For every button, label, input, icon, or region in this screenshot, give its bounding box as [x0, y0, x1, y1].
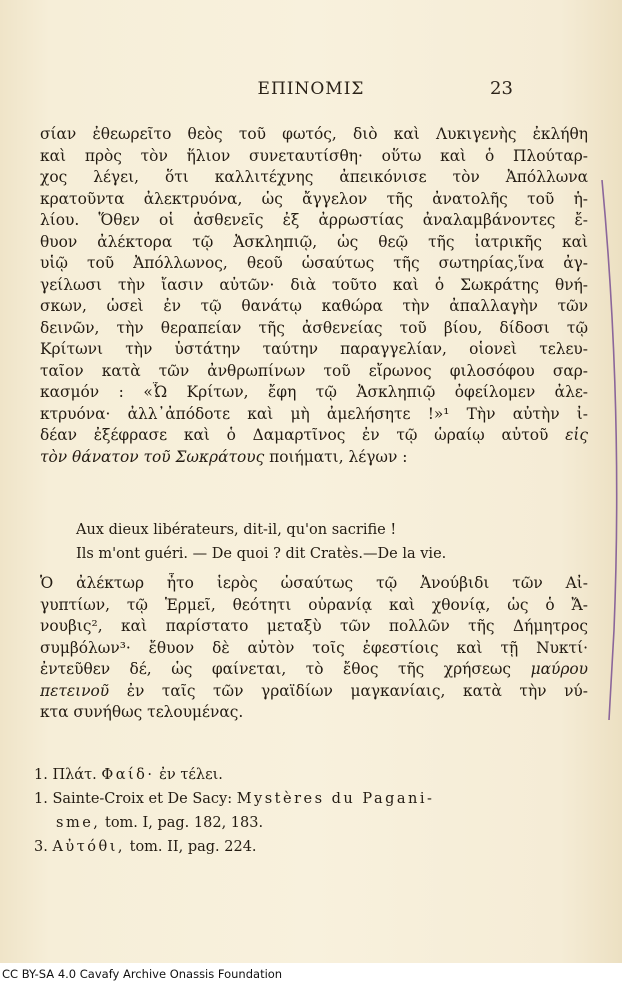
text-line — [40, 447, 588, 469]
text-line — [40, 659, 588, 681]
text-segment: ποιήματι, λέγων : — [264, 447, 408, 466]
footnote-marker: 1. Πλάτ. — [34, 767, 97, 783]
text-line: κτρυόνα· ἀλλ᾽ἀπόδοτε καὶ μὴ ἀμελήσητε !»¹ Τὴν αὐτὴν ἰ- — [40, 404, 588, 423]
text-line: σκων, ὡσεὶ ἐν τῷ θανάτῳ καθώρα τὴν ἀπαλλαγὴν τῶν — [40, 297, 588, 315]
footnote-3 — [34, 835, 594, 859]
italic-segment: μαύρου — [530, 660, 588, 678]
text-segment: ἐντεῦθεν δέ, ὡς φαίνεται, τὸ ἔθος τῆς χρήσεως — [40, 660, 512, 678]
text-line — [40, 425, 588, 447]
text-line: συμβόλων³· ἔθυον δὲ αὐτὸν τοῖς ἐφεστίοις καὶ τῇ Νυκτί· — [40, 638, 588, 657]
spaced-text: Αὐτόθι, — [52, 839, 126, 855]
verse-line: Ils m'ont guéri. — De quoi ? dit Cratès.—De la vie. — [76, 546, 447, 562]
italic-title: τὸν θάνατον τοῦ Σωκράτους — [40, 447, 265, 466]
text-line: κασμόν : «Ὦ Κρίτων, ἔφη τῷ Ἀσκληπιῷ ὀφείλομεν ἀλε- — [40, 383, 588, 401]
text-line: κρατοῦντα ἀλεκτρυόνα, ὡς ἄγγελον τῆς ἀνατολῆς τοῦ ἡ- — [40, 189, 588, 208]
text-line: νουβις², καὶ παρίστατο μεταξὺ τῶν πολλῶν τῆς Δήμητρος — [40, 617, 588, 635]
french-verse-quote — [76, 518, 576, 566]
text-line: γείλωσι τὴν ἴασιν αὐτῶν· διὰ τοῦτο καὶ ὁ Σωκράτης θνή- — [40, 275, 588, 294]
text-line: δεινῶν, τὴν θεραπείαν τῆς ἀσθενείας τοῦ βίου, δίδοσι τῷ — [40, 318, 588, 337]
text-line — [40, 681, 588, 703]
text-line: Κρίτωνι τὴν ὑστάτην ταύτην παραγγελίαν, οἱονεὶ τελευ- — [40, 340, 588, 358]
footnote-text: 1. Sainte-Croix et De Sacy: — [34, 791, 237, 807]
spaced-text: sme, — [56, 815, 101, 831]
text-line: καὶ πρὸς τὸν ἥλιον συνεταυτίσθη· οὕτω καὶ ὁ Πλούταρ- — [40, 146, 588, 165]
text-line: σίαν ἐθεωρεῖτο θεὸς τοῦ φωτός, διὸ καὶ Λυκιγενὴς ἐκλήθη — [40, 125, 588, 143]
paragraph-1 — [40, 124, 588, 468]
footnote-marker: 3. — [34, 839, 53, 855]
footnotes — [34, 763, 594, 859]
page-number: 23 — [490, 78, 513, 99]
spaced-text: Φαίδ· — [101, 767, 155, 783]
footnote-text: tom. II, pag. 224. — [125, 839, 257, 855]
text-line: ταῖον κατὰ τῶν ἀνθρωπίνων τοῦ εἴρωνος φιλοσόφου σαρ- — [40, 361, 588, 380]
footnote-2-continued — [34, 811, 594, 835]
margin-pencil-mark — [598, 180, 622, 720]
italic-segment: εἰς — [565, 426, 588, 444]
text-line: Ὁ ἀλέκτωρ ἦτο ἱερὸς ὡσαύτως τῷ Ἀνούβιδι τῶν Αἰ- — [40, 574, 588, 592]
spaced-text: Mystères du Pagani- — [236, 791, 435, 807]
footnote-text: tom. I, pag. 182, 183. — [100, 815, 264, 831]
text-line: θυον ἀλέκτορα τῷ Ἀσκληπιῷ, ὡς θεῷ τῆς ἰατρικῆς καὶ — [40, 232, 588, 251]
text-line: χος λέγει, ὅτι καλλιτέχνης ἀπεικόνισε τὸν Ἀπόλλωνα — [40, 168, 588, 186]
italic-segment: πετεινοῦ — [40, 681, 110, 700]
text-line: υἱῷ τοῦ Ἀπόλλωνος, θεοῦ ὡσαύτως τῆς σωτηρίας,ἵνα ἀγ- — [40, 254, 588, 272]
text-line: κτα συνήθως τελουμένας. — [40, 703, 244, 721]
footnote-2 — [34, 787, 594, 811]
footnote-1 — [34, 763, 594, 787]
license-footer: CC BY-SA 4.0 Cavafy Archive Onassis Foundation — [0, 963, 622, 992]
text-line: γυπτίων, τῷ Ἑρμεῖ, θεότητι οὐρανίᾳ καὶ χθονίᾳ, ὡς ὁ Ἄ- — [40, 595, 588, 614]
text-segment: δέαν ἐξέφρασε καὶ ὁ Δαμαρτῖνος ἐν τῷ ὡραίῳ αὐτοῦ — [40, 426, 549, 444]
paragraph-2 — [40, 573, 588, 724]
verse-line: Aux dieux libérateurs, dit-il, qu'on sacrifie ! — [76, 522, 397, 538]
text-line: λίου. Ὅθεν οἱ ἀσθενεῖς ἐξ ἀρρωστίας ἀναλαμβάνοντες ἔ- — [40, 211, 588, 229]
running-header-title: ΕΠΙΝΟΜΙΣ — [257, 79, 365, 99]
footnote-text: ἐν τέλει. — [154, 767, 223, 783]
text-segment: ἐν ταῖς τῶν γραϊδίων μαγκανίαις, κατὰ τὴν νύ- — [109, 681, 588, 700]
